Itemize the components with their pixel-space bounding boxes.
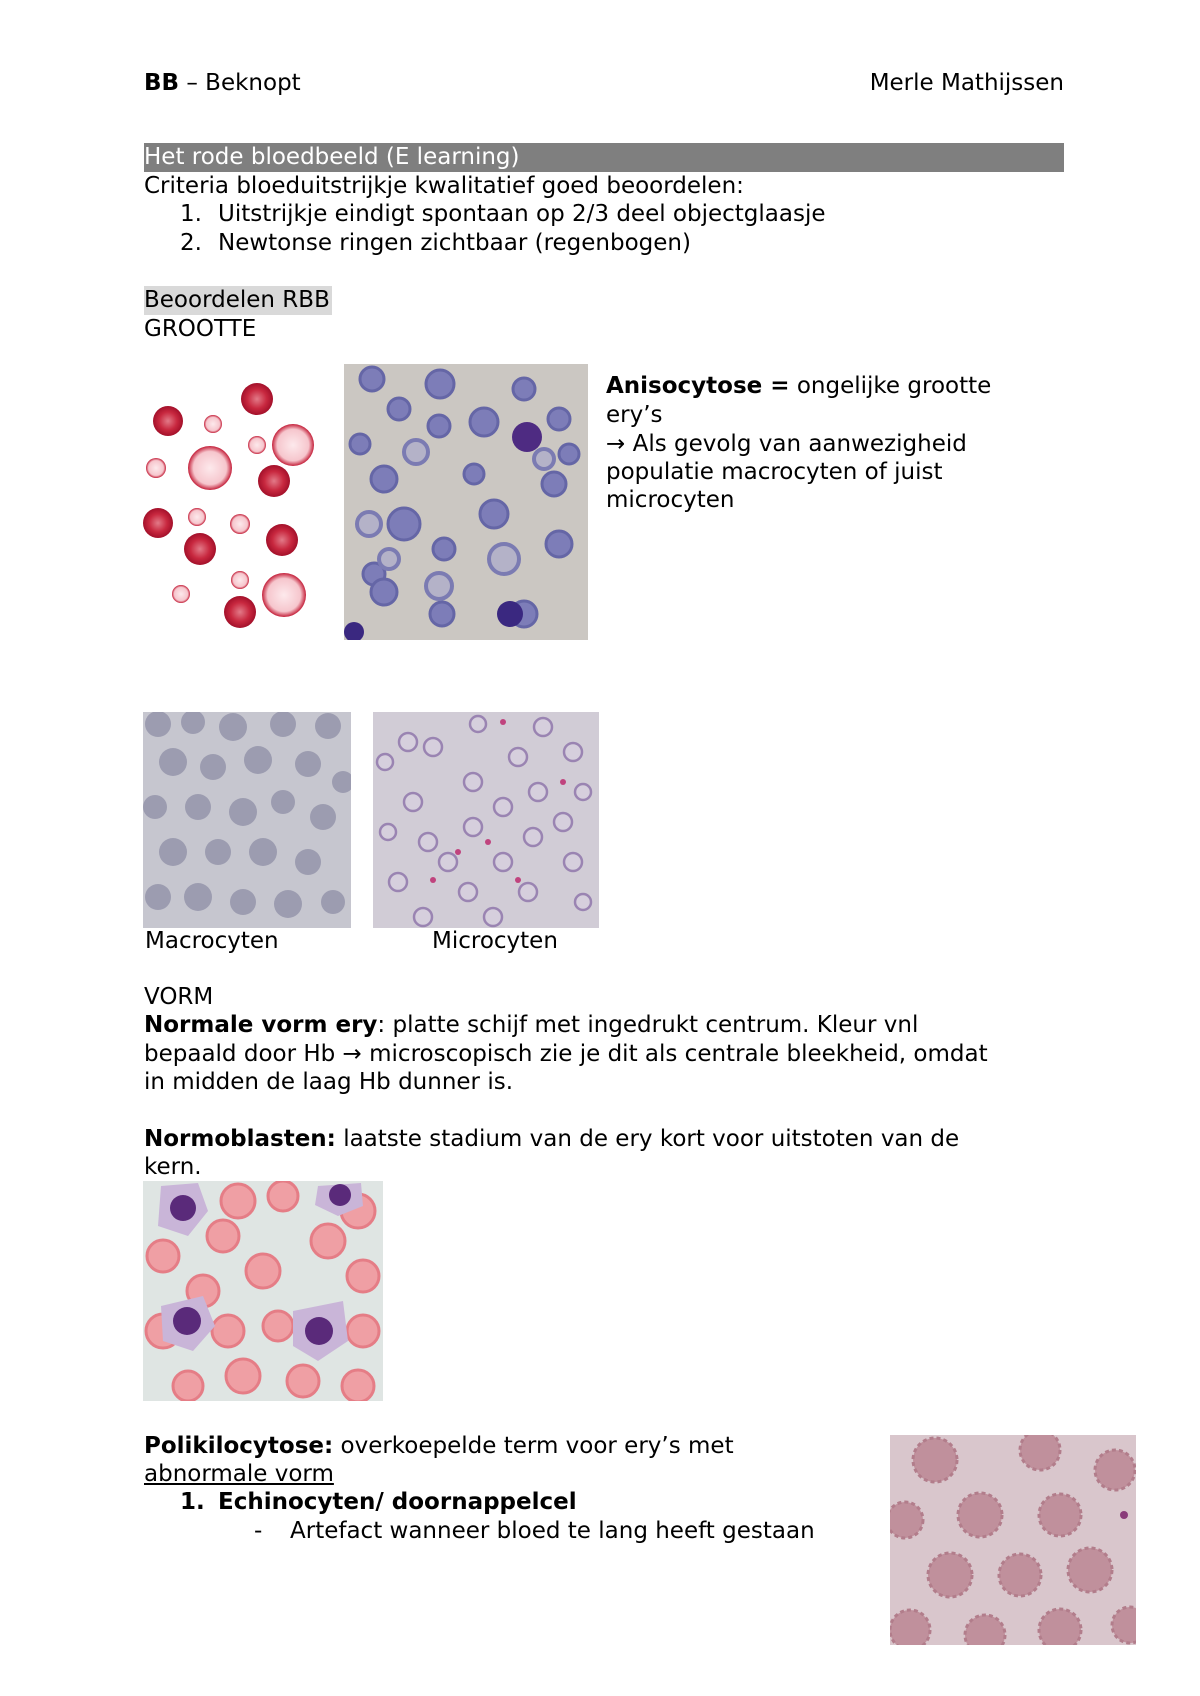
section-title-rood-bloedbeeld: Het rode bloedbeeld (E learning) (144, 143, 1064, 172)
normoblast-line2: kern. (144, 1154, 202, 1180)
anisocytosis-illustration (140, 375, 320, 635)
poikilo-line1 (144, 1432, 734, 1461)
normoblast-term: Normoblasten: (144, 1126, 336, 1152)
header-left (144, 70, 301, 96)
normoblasts-micrograph (143, 1181, 383, 1401)
caption-macrocyten: Macrocyten (145, 928, 279, 954)
anisocytose-def: ongelijke grootte (789, 373, 992, 399)
macrocytes-micrograph (143, 712, 351, 928)
caption-microcyten: Microcyten (432, 928, 558, 954)
header-left-rest: – Beknopt (179, 70, 301, 96)
criteria-intro: Criteria bloeduitstrijkje kwalitatief goed beoordelen: (144, 173, 744, 199)
subsection-title-beoordelen: Beoordelen RBB (144, 287, 330, 313)
anisocytosis-micrograph (344, 364, 588, 640)
anisocytose-line1 (606, 372, 991, 401)
list-num-2: 2. (180, 230, 202, 256)
heading-vorm: VORM (144, 984, 214, 1010)
bullet-dash: - (254, 1518, 263, 1544)
echinocytes-micrograph (890, 1435, 1136, 1645)
poikilo-line2: abnormale vorm (144, 1461, 334, 1487)
normoblast-line1 (144, 1125, 959, 1154)
list-item-2: Newtonse ringen zichtbaar (regenbogen) (218, 230, 691, 256)
anisocytose-line2: ery’s (606, 402, 663, 428)
normal-line2: bepaald door Hb → microscopisch zie je dit als centrale bleekheid, omdat (144, 1041, 988, 1067)
anisocytose-term: Anisocytose = (606, 373, 790, 399)
list-item-1: Uitstrijkje eindigt spontaan op 2/3 deel objectglaasje (218, 201, 826, 227)
poikilo-item-num: 1. (180, 1489, 205, 1515)
list-num-1: 1. (180, 201, 202, 227)
normoblast-def: laatste stadium van de ery kort voor uitstoten van de (335, 1126, 960, 1152)
anisocytose-line4: populatie macrocyten of juist (606, 459, 943, 485)
normal-term: Normale vorm ery (144, 1012, 378, 1038)
heading-grootte: GROOTTE (144, 316, 257, 342)
poikilo-term: Polikilocytose: (144, 1433, 334, 1459)
header-bold: BB (144, 70, 180, 96)
poikilo-item-echinocyten: Echinocyten/ doornappelcel (218, 1489, 577, 1515)
microcytes-micrograph (373, 712, 599, 928)
normal-line3: in midden de laag Hb dunner is. (144, 1069, 513, 1095)
bullet-artefact: Artefact wanneer bloed te lang heeft gestaan (290, 1518, 815, 1544)
anisocytose-line5: microcyten (606, 487, 735, 513)
normal-def: : platte schijf met ingedrukt centrum. Kleur vnl (377, 1012, 919, 1038)
normal-line1 (144, 1011, 918, 1040)
poikilo-def: overkoepelde term voor ery’s met (333, 1433, 734, 1459)
header-author: Merle Mathijssen (869, 70, 1064, 96)
anisocytose-line3: → Als gevolg van aanwezigheid (606, 431, 967, 457)
